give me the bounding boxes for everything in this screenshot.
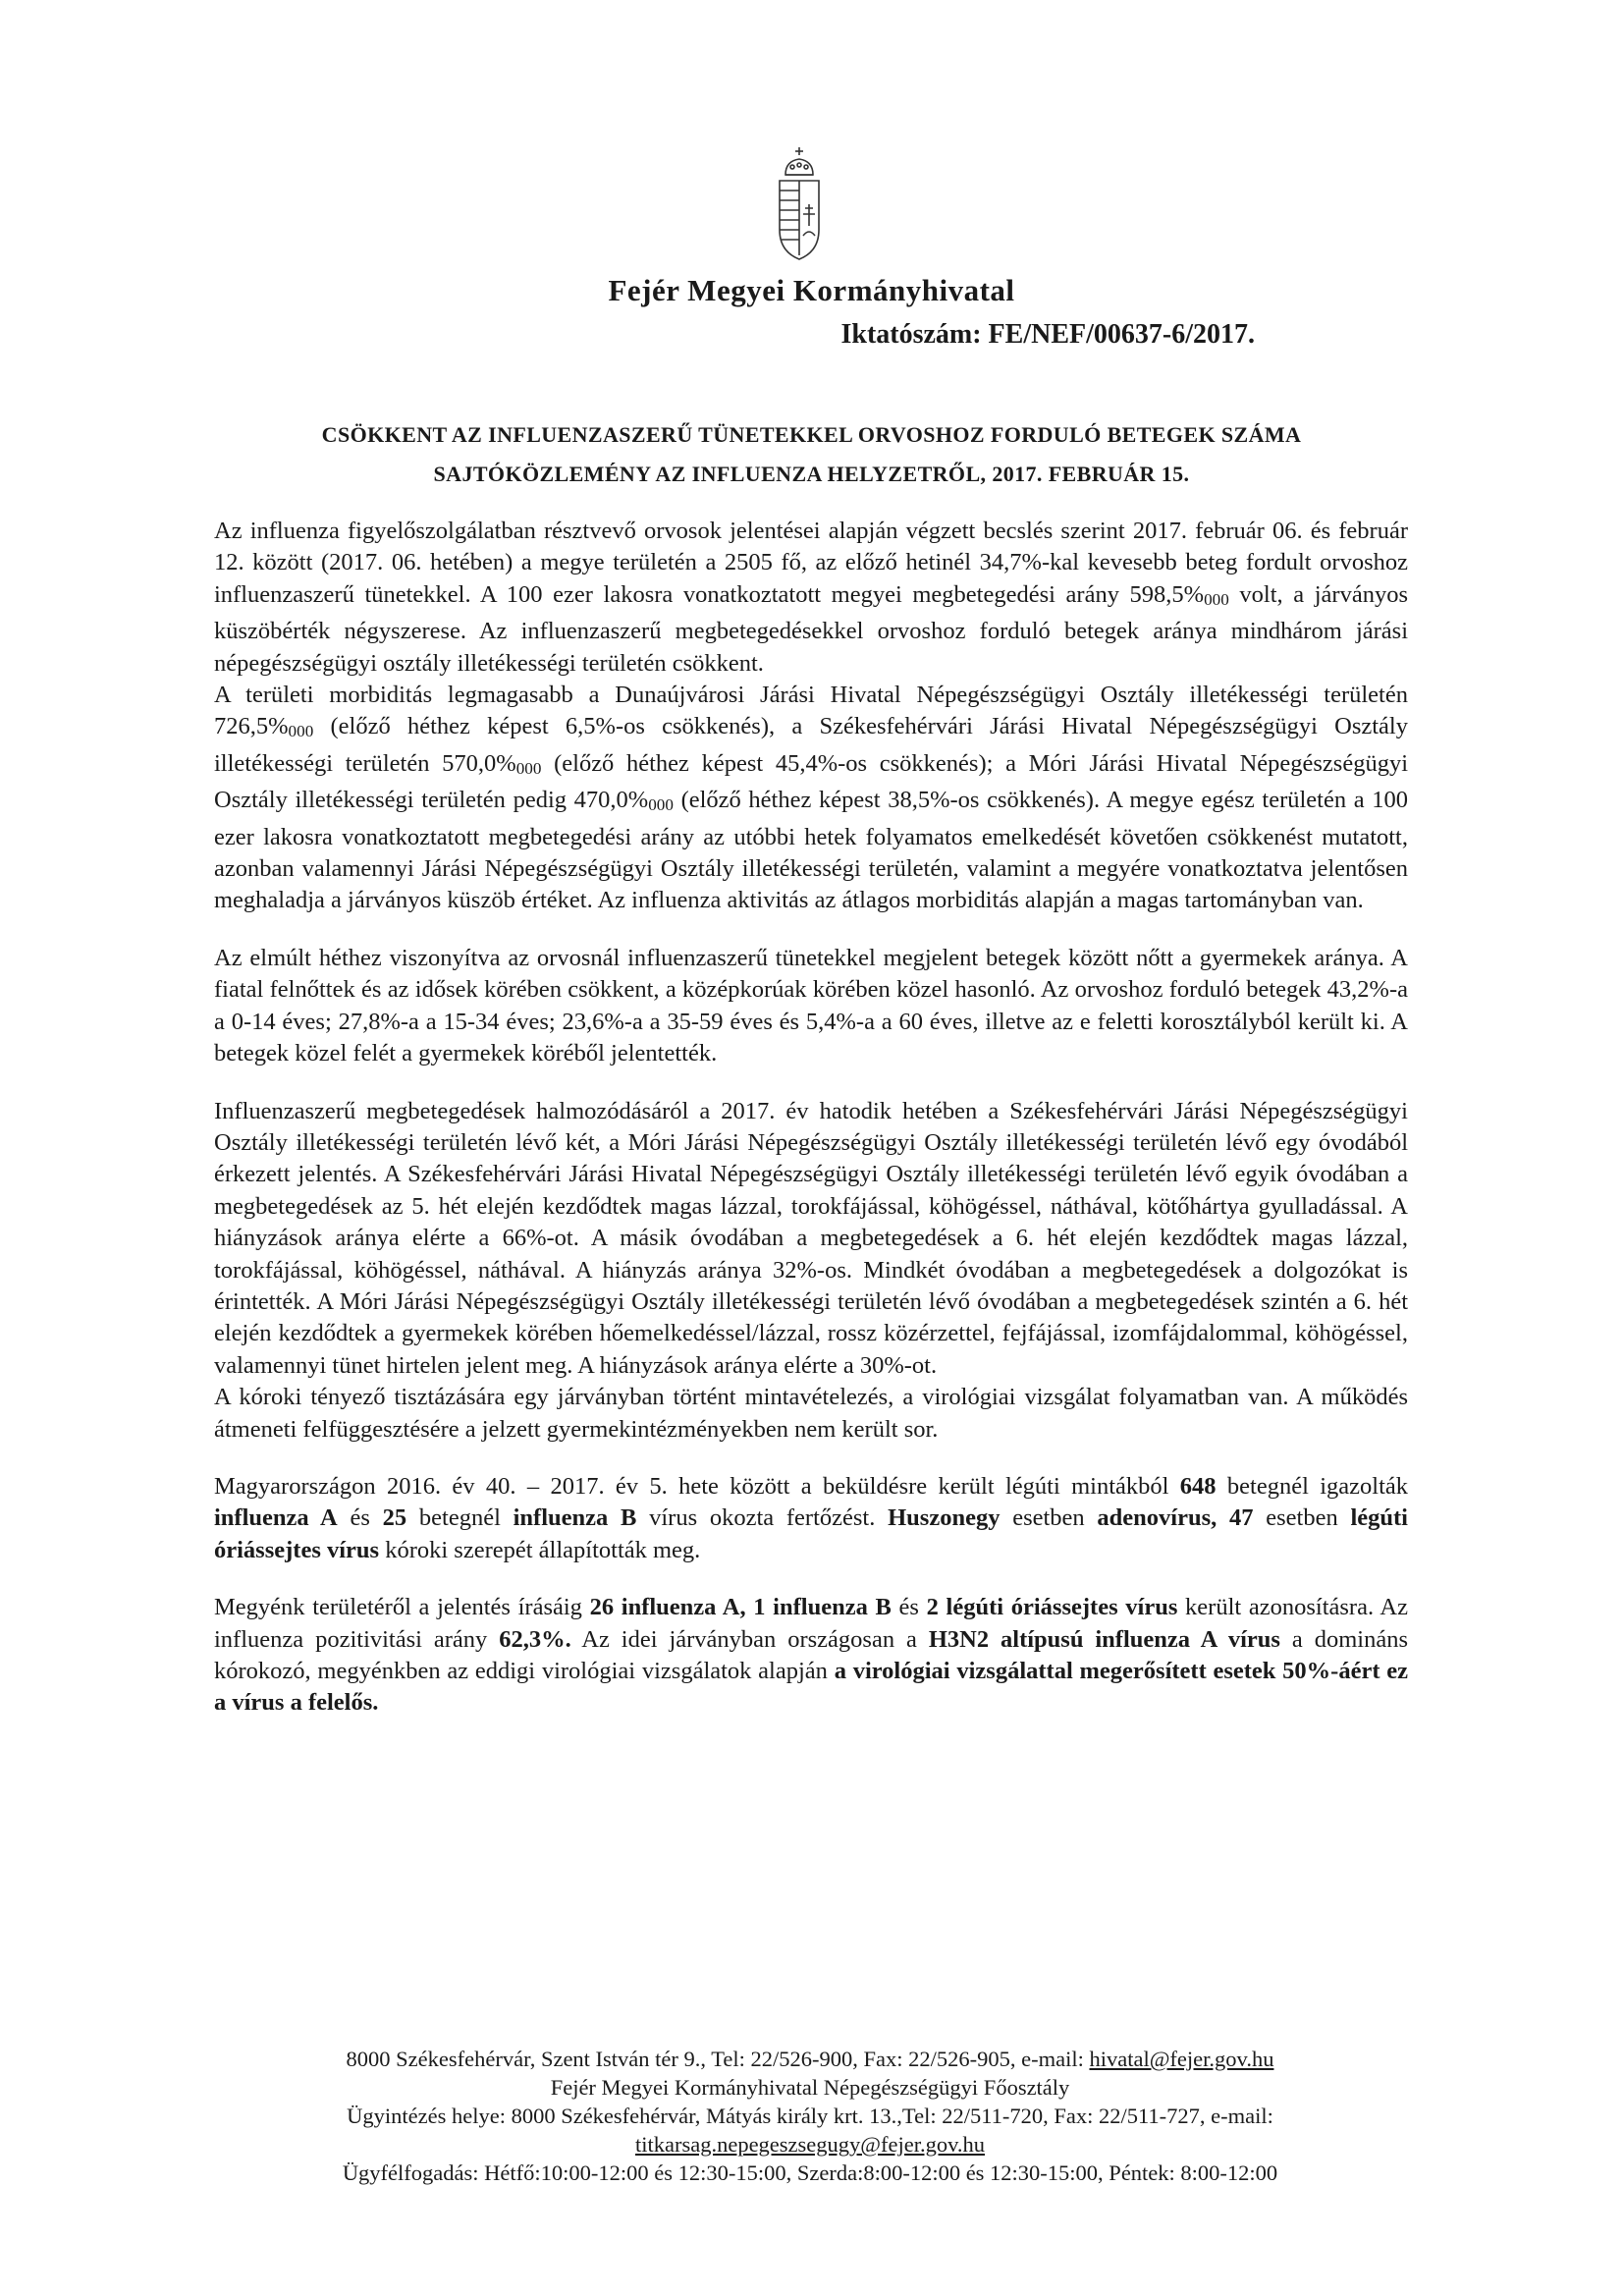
press-release-title: CSÖKKENT AZ INFLUENZASZERŰ TÜNETEKKEL ORVOSHOZ FORDULÓ BETEGEK SZÁMA — [321, 422, 1302, 447]
footer-department-line: Fejér Megyei Kormányhivatal Népegészségügyi Főosztály — [550, 2075, 1070, 2100]
paragraph-2: A területi morbiditás legmagasabb a Dunaújvárosi Járási Hivatal Népegészségügyi Osztály illetékességi területén 726,5%000 (előző héthez képest 6,5%-os csökkenés), a Székesfehérvári Járási Hivatal Népegészségügyi Osztály illetékességi területén 570,0%000 (előző héthez képest 45,4%-os csökkenés); a Móri Járási Hivatal Népegészségügyi Osztály illetékességi területén pedig 470,0%000 (előző héthez képest 38,5%-os csökkenés). A megye egész területén a 100 ezer lakosra vonatkoztatott megbetegedési arány az utóbbi hetek folyamatos emelkedését követően csökkenést mutatott, azonban valamennyi Járási Népegészségügyi Osztály illetékességi területén, valamint a megyére vonatkoztatva jelentősen meghaladja a járványos küszöb értéket. Az influenza aktivitás az átlagos morbiditás alapján a magas tartományban van. — [214, 682, 1409, 914]
paragraph-5: A kóroki tényező tisztázására egy járványban történt mintavételezés, a virológiai vizsgálat folyamatban van. A működés átmeneti felfüggesztésére a jelzett gyermekintézményekben nem került sor. — [214, 1384, 1408, 1443]
document-body — [214, 516, 1408, 1720]
footer-address-line: 8000 Székesfehérvár, Szent István tér 9., Tel: 22/526-900, Fax: 22/526-905, e-mail: hivatal@fejer.gov.hu — [346, 2047, 1274, 2071]
footer-office-email-link[interactable]: hivatal@fejer.gov.hu — [1089, 2047, 1274, 2071]
footer-department-email-link: titkarsag.nepegeszsegugy@fejer.gov.hu — [634, 2132, 986, 2157]
coat-of-arms-icon — [774, 145, 825, 263]
footer-opening-hours: Ügyfélfogadás: Hétfő:10:00-12:00 és 12:30-15:00, Szerda:8:00-12:00 és 12:30-15:00, Péntek: 8:00-12:00 — [342, 2160, 1278, 2185]
paragraph-7: Megyénk területéről a jelentés írásáig 26 influenza A, 1 influenza B és 2 légúti óriássejtes vírus került azonosításra. Az influenza pozitivitási arány 62,3%. Az idei járványban országosan a H3N2 altípusú influenza A vírus a domináns kórokozó, megyénkben az eddigi virológiai vizsgálatok alapján a virológiai vizsgálattal megerősített esetek 50%-áért ez a vírus a felelős. — [214, 1594, 1408, 1717]
paragraph-4: Influenzaszerű megbetegedések halmozódásáról a 2017. év hatodik hetében a Székesfehérvári Járási Népegészségügyi Osztály illetékességi területén lévő két, a Móri Járási Népegészségügyi Osztály illetékességi területén lévő egy óvodából érkezett jelentés. A Székesfehérvári Járási Hivatal Népegészségügyi Osztály illetékességi területén lévő egyik óvodában a megbetegedések az 5. hét elején kezdődtek magas lázzal, torokfájással, köhögéssel, náthával, kötőhártya gyulladással. A hiányzások aránya elérte a 66%-ot. A másik óvodában a megbetegedések a 6. hét elején kezdődtek magas lázzal, torokfájással, köhögéssel, náthával. A hiányzás aránya 32%-os. Mindkét óvodában a megbetegedések a dolgozókat is érintették. A Móri Járási Népegészségügyi Osztály illetékességi területén lévő óvodában a megbetegedések szintén a 6. hét elején kezdődtek a gyermekek körében hőemelkedéssel/lázzal, rossz közérzettel, fejfájással, izomfájdalommal, köhögéssel, valamennyi tünet hirtelen jelent meg. A hiányzások aránya elérte a 30%-ot. — [214, 1097, 1408, 1379]
paragraph-3: Az elmúlt héthez viszonyítva az orvosnál influenzaszerű tünetekkel megjelent betegek között nőtt a gyermekek aránya. A fiatal felnőttek és az idősek körében csökkent, a középkorúak körében közel hasonló. Az orvoshoz forduló betegek 43,2%-a a 0-14 éves; 27,8%-a a 15-34 éves; 23,6%-a a 35-59 éves és 5,4%-a a 60 éves, illetve az e feletti korosztályból került ki. A betegek közel felét a gyermekek köréből jelentették. — [214, 944, 1408, 1067]
footer — [245, 2045, 1375, 2187]
paragraph-6: Magyarországon 2016. év 40. – 2017. év 5. hete között a beküldésre került légúti mintákból 648 betegnél igazolták influenza A és 25 betegnél influenza B vírus okozta fertőzést. Huszonegy esetben adenovírus, 47 esetben légúti óriássejtes vírus kóroki szerepét állapították meg. — [214, 1472, 1409, 1563]
footer-office-line: Ügyintézés helye: 8000 Székesfehérvár, Mátyás király krt. 13.,Tel: 22/511-720, Fax: 22/511-727, e-mail: — [347, 2104, 1273, 2128]
office-name: Fejér Megyei Kormányhivatal — [608, 273, 1015, 307]
paragraph-1: Az influenza figyelőszolgálatban résztvevő orvosok jelentései alapján végzett becslés szerint 2017. február 06. és február 12. között (2017. 06. hetében) a megye területén a 2505 fő, az előző hetinél 34,7%-kal kevesebb beteg fordult orvoshoz influenzaszerű tünetekkel. A 100 ezer lakosra vonatkoztatott megyei megbetegedési arány 598,5%000 volt, a járványos küszöbérték négyszerese. Az influenzaszerű megbetegedésekkel orvoshoz forduló betegek aránya mindhárom járási népegészségügyi osztály illetékességi területén csökkent. — [214, 518, 1408, 677]
reference-number: Iktatószám: FE/NEF/00637-6/2017. — [840, 319, 1255, 350]
press-release-subtitle: SAJTÓKÖZLEMÉNY AZ INFLUENZA HELYZETRŐL, 2017. FEBRUÁR 15. — [433, 462, 1190, 486]
